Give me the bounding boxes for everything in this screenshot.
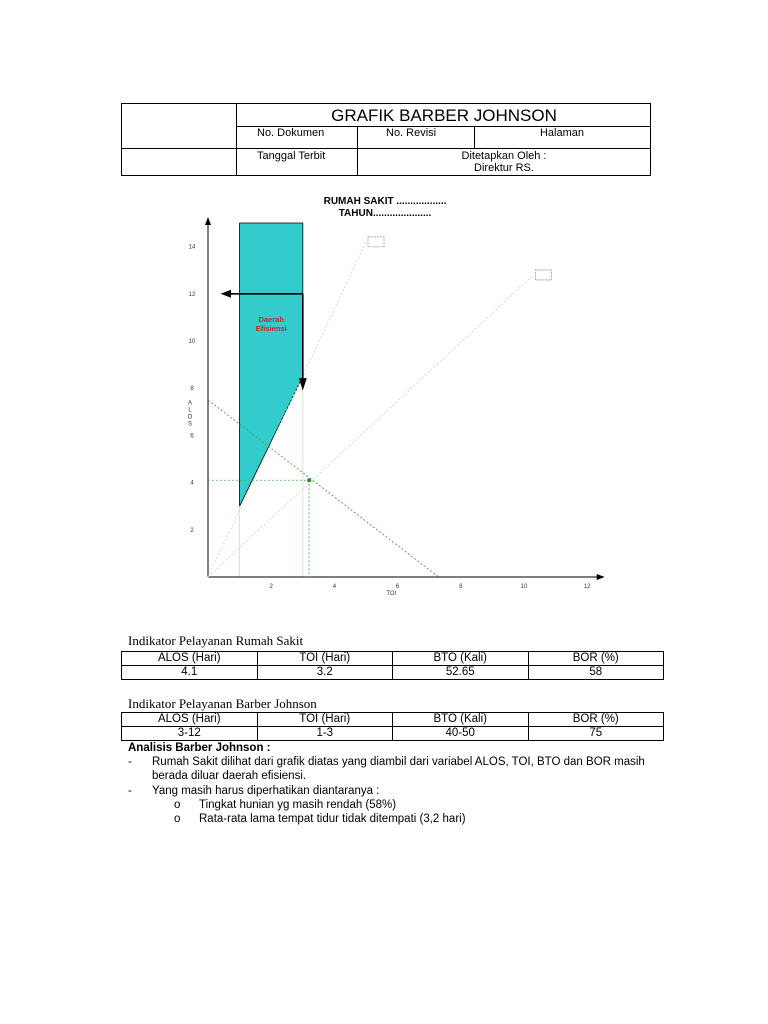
- table-header-cell: TOI (Hari): [257, 652, 393, 666]
- table-row: [122, 652, 664, 666]
- table-header-cell: BTO (Kali): [393, 652, 529, 666]
- efficiency-area: [240, 223, 303, 506]
- ditetapkan-oleh-label: Ditetapkan Oleh :: [461, 150, 547, 162]
- analysis-sub-2: Rata-rata lama tempat tidur tidak ditempati (3,2 hari): [199, 813, 466, 825]
- y-tick-label: 6: [190, 433, 194, 440]
- x-axis-label: TOI: [386, 591, 397, 597]
- efficiency-area-label: Daerah: [258, 315, 284, 325]
- rs-indicator-title: Indikator Pelayanan Rumah Sakit: [128, 633, 304, 648]
- circle-bullet: o: [174, 799, 181, 811]
- efficiency-area-label: Efisiensi: [255, 324, 287, 334]
- dash-bullet: -: [128, 756, 132, 768]
- table-row: [122, 727, 664, 741]
- tanggal-terbit-label: Tanggal Terbit: [257, 150, 326, 162]
- table-cell: 1-3: [257, 727, 393, 741]
- table-cell: 3.2: [257, 666, 393, 680]
- x-tick-label: 8: [459, 584, 463, 590]
- rs-indicator-table: [121, 651, 664, 680]
- table-cell: 3-12: [122, 727, 258, 741]
- chart-marks: [208, 223, 551, 577]
- no-revisi-label: No. Revisi: [386, 127, 437, 139]
- table-header-cell: TOI (Hari): [257, 713, 393, 727]
- y-axis-label: S: [187, 421, 193, 428]
- rumah-sakit-label: RUMAH SAKIT ..................: [323, 196, 447, 207]
- circle-bullet: o: [174, 813, 181, 825]
- down-arrow-head: [299, 378, 307, 390]
- table-cell: 52.65: [393, 666, 529, 680]
- y-tick-label: 4: [190, 480, 194, 487]
- tahun-label: TAHUN.....................: [338, 208, 432, 219]
- table-row: [122, 666, 664, 680]
- analysis-item-1: Rumah Sakit dilihat dari grafik diatas yang diambil dari variabel ALOS, TOI, BTO dan BOR masih berada diluar daerah efisiensi.: [152, 756, 645, 782]
- dash-bullet: -: [128, 785, 132, 797]
- table-row: [122, 713, 664, 727]
- list-item: [128, 784, 648, 798]
- table-header-cell: ALOS (Hari): [122, 652, 258, 666]
- data-point: [307, 478, 311, 482]
- halaman-label: Halaman: [539, 127, 585, 139]
- analysis-item-2: Yang masih harus diperhatikan diantaranya :: [152, 785, 380, 797]
- direktur-label: Direktur RS.: [474, 162, 534, 174]
- table-header-cell: BOR (%): [528, 652, 664, 666]
- x-tick-label: 6: [395, 584, 400, 590]
- analysis-heading: Analisis Barber Johnson :: [128, 742, 271, 754]
- table-cell: 58: [528, 666, 664, 680]
- document-title: GRAFIK BARBER JOHNSON: [331, 106, 557, 125]
- table-cell: 40-50: [393, 727, 529, 741]
- y-tick-label: 2: [190, 527, 194, 534]
- analysis-section: [128, 741, 648, 826]
- list-item: [128, 798, 648, 812]
- x-axis-arrowhead: [597, 574, 605, 580]
- bj-indicator-title: Indikator Pelayanan Barber Johnson: [128, 696, 317, 711]
- table-header-cell: BOR (%): [528, 713, 664, 727]
- document-header-table: [121, 103, 651, 176]
- y-tick-label: 14: [188, 244, 196, 251]
- y-tick-label: 12: [188, 291, 196, 298]
- y-axis-label: A: [187, 400, 193, 407]
- y-axis-label: O: [187, 414, 193, 421]
- line-end-box: [535, 270, 551, 280]
- list-item: [128, 812, 648, 826]
- table-header-cell: ALOS (Hari): [122, 713, 258, 727]
- left-arrow-head: [221, 290, 231, 298]
- analysis-sub-1: Tingkat hunian yg masih rendah (58%): [199, 799, 397, 811]
- barber-johnson-chart: [160, 215, 610, 610]
- line-end-box: [368, 237, 384, 247]
- y-axis-label: L: [188, 407, 192, 414]
- y-axis-arrowhead: [205, 217, 211, 225]
- list-item: [128, 755, 648, 783]
- table-cell: 4.1: [122, 666, 258, 680]
- x-tick-label: 2: [269, 584, 273, 590]
- y-tick-label: 8: [190, 386, 194, 393]
- table-cell: 75: [528, 727, 664, 741]
- x-tick-label: 4: [332, 584, 337, 590]
- x-tick-label: 10: [520, 584, 528, 590]
- x-tick-label: 12: [583, 584, 591, 590]
- bj-indicator-table: [121, 712, 664, 741]
- table-header-cell: BTO (Kali): [393, 713, 529, 727]
- y-tick-label: 10: [188, 339, 196, 345]
- no-dokumen-label: No. Dokumen: [257, 127, 325, 139]
